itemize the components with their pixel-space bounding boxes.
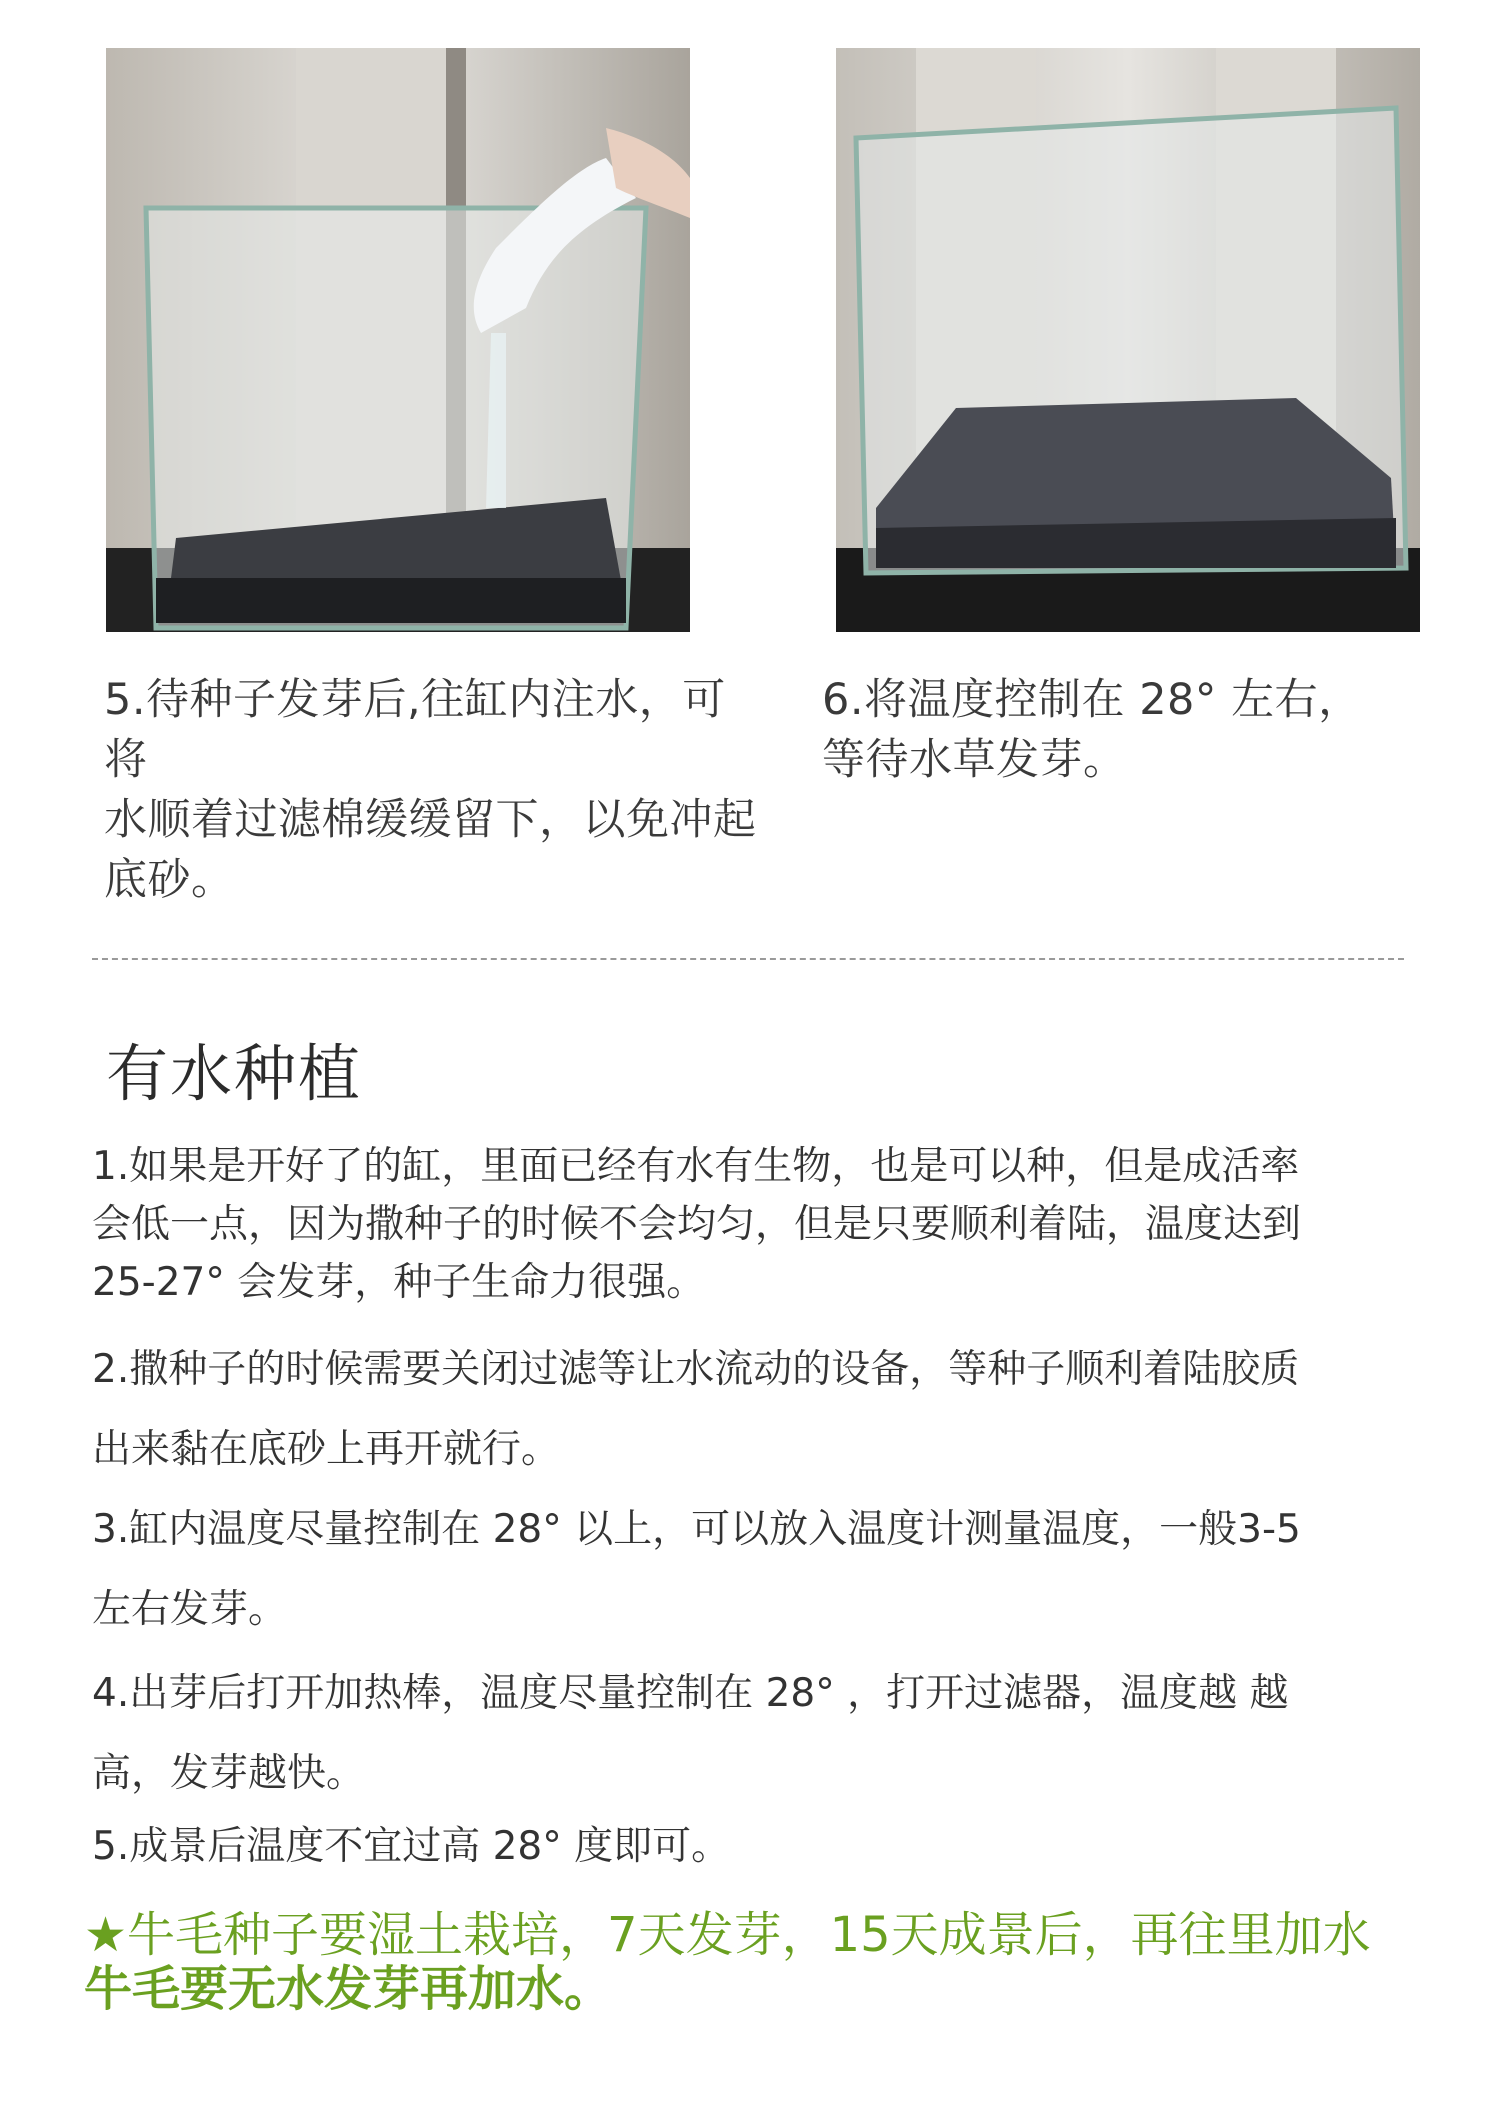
step-3 [92,1490,1422,1650]
step-line: 5.成景后温度不宜过高 28° 度即可。 [92,1824,731,1869]
dashed-divider [92,958,1404,960]
caption-line: 底砂。 [104,855,235,905]
caption-line: 6.将温度控制在 28° 左右， [822,675,1362,725]
step-line: 1.如果是开好了的缸，里面已经有水有生物，也是可以种，但是成活率 [92,1144,1300,1189]
caption-line: 5.待种子发芽后,往缸内注水，可将 [104,675,726,785]
caption-step-5 [104,670,764,910]
step-1 [92,1138,1422,1312]
caption-line: 水顺着过滤棉缓缓留下，以免冲起 [104,795,757,845]
photo-tank-soil [836,48,1420,632]
step-line: 高，发芽越快。 [92,1751,366,1796]
step-line: 左右发芽。 [92,1587,288,1632]
step-line: 出来黏在底砂上再开就行。 [92,1427,561,1472]
photo-pouring-water [106,48,690,632]
note-line-1: ★牛毛种子要湿土栽培，7天发芽，15天成景后，再往里加水 [84,1907,1371,1963]
step-2 [92,1330,1422,1490]
step-line: 会低一点，因为撒种子的时候不会均匀，但是只要顺利着陆，温度达到 [92,1202,1302,1247]
seed-note [84,1908,1464,2016]
step-line: 4.出芽后打开加热棒，温度尽量控制在 28° ，打开过滤器，温度越 越 [92,1671,1289,1716]
aquarium-soil-illustration [836,48,1420,632]
step-4 [92,1654,1422,1814]
step-line: 25-27° 会发芽，种子生命力很强。 [92,1260,706,1305]
step-5 [92,1818,1422,1876]
caption-line: 等待水草发芽。 [822,735,1127,785]
note-line-2: 牛毛要无水发芽再加水。 [84,1961,613,2017]
caption-step-6 [822,670,1482,790]
step-line: 3.缸内温度尽量控制在 28° 以上，可以放入温度计测量温度，一般3-5 [92,1507,1301,1552]
step-line: 2.撒种子的时候需要关闭过滤等让水流动的设备，等种子顺利着陆胶质 [92,1347,1300,1392]
section-title: 有水种植 [106,1037,363,1110]
aquarium-pouring-illustration [106,48,690,632]
